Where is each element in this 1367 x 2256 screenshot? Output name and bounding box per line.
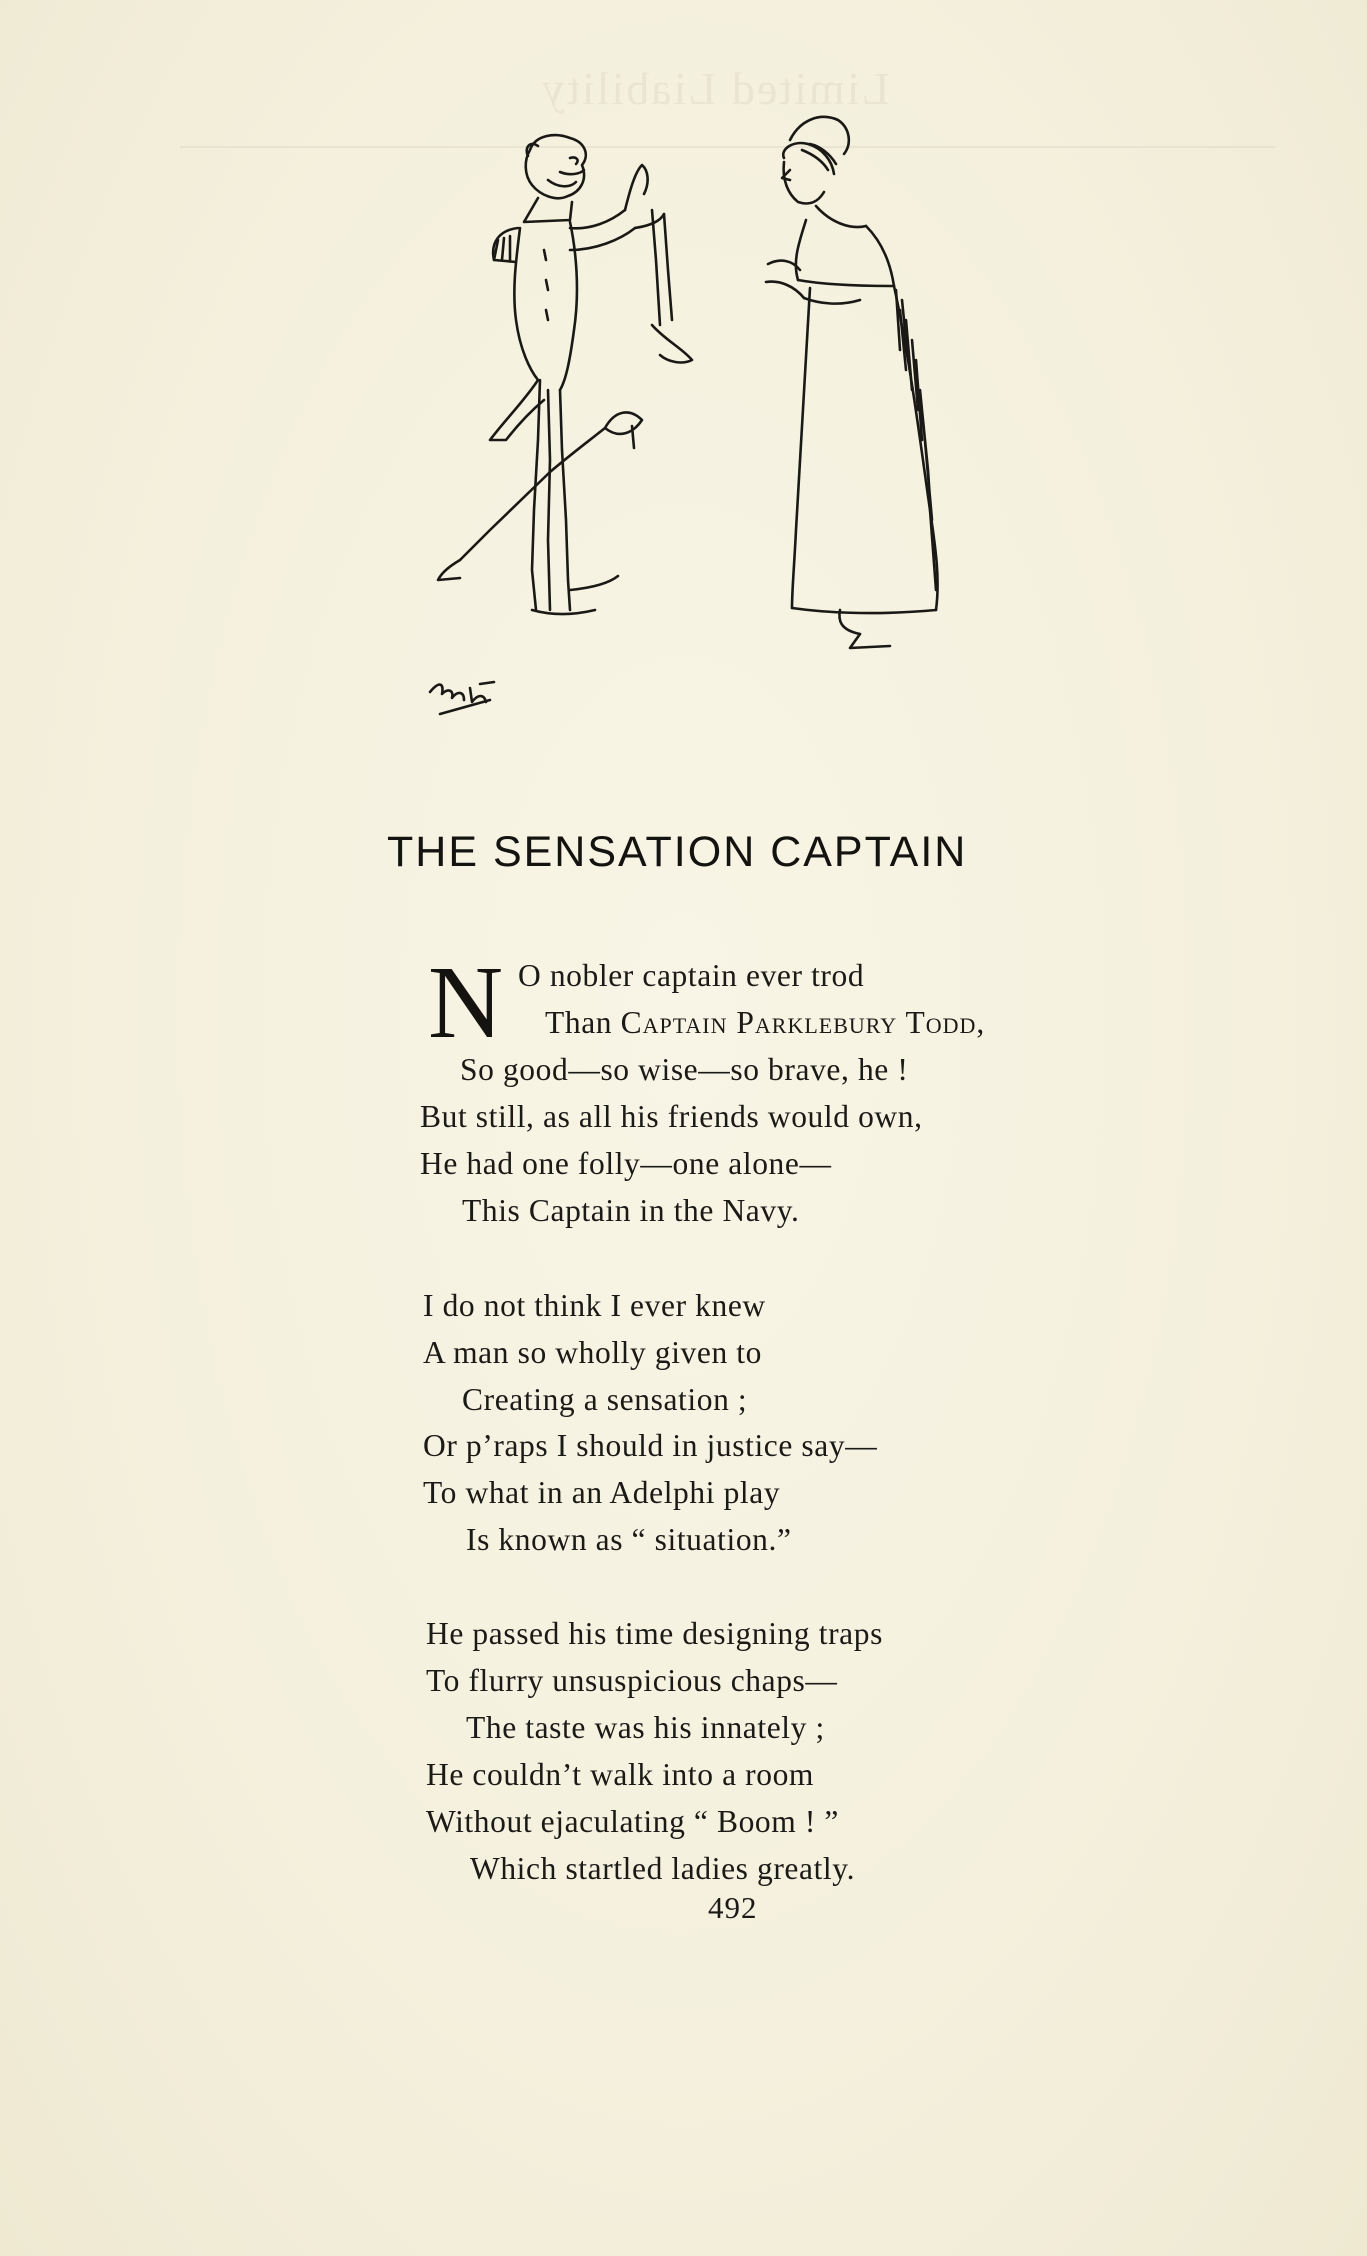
poem-line: I do not think I ever knew (423, 1288, 766, 1323)
poem-line: He couldn’t walk into a room (426, 1757, 815, 1792)
poem-line: This Captain in the Navy. (462, 1193, 800, 1228)
poem-line: To what in an Adelphi play (423, 1475, 781, 1510)
drop-cap: N (428, 945, 504, 1060)
poem-line: A man so wholly given to (423, 1335, 763, 1370)
poem-line-text: Than (545, 1005, 613, 1040)
poem-line: Creating a sensation ; (462, 1382, 748, 1417)
poem-line: Without ejaculating “ Boom ! ” (426, 1804, 839, 1839)
page-number: 492 (708, 1890, 758, 1925)
poem-line: The taste was his innately ; (466, 1710, 825, 1745)
poem-line: Which startled ladies greatly. (470, 1851, 856, 1886)
captain-name: Captain Parklebury Todd, (620, 1005, 986, 1040)
poem-line: He passed his time designing traps (426, 1616, 883, 1651)
poem-line: Or p’raps I should in justice say— (423, 1428, 878, 1463)
poem-line: Is known as “ situation.” (466, 1522, 792, 1557)
poem-line: So good—so wise—so brave, he ! (460, 1052, 909, 1087)
poem-line: O nobler captain ever trod (518, 958, 865, 993)
poem-line (545, 1005, 985, 1041)
poem-line: He had one folly—one alone— (420, 1146, 832, 1181)
poem-title: THE SENSATION CAPTAIN (387, 828, 968, 876)
poem-line: But still, as all his friends would own, (420, 1099, 923, 1134)
poem-line: To flurry unsuspicious chaps— (426, 1663, 838, 1698)
ghost-heading: Limited Liability (540, 63, 890, 114)
